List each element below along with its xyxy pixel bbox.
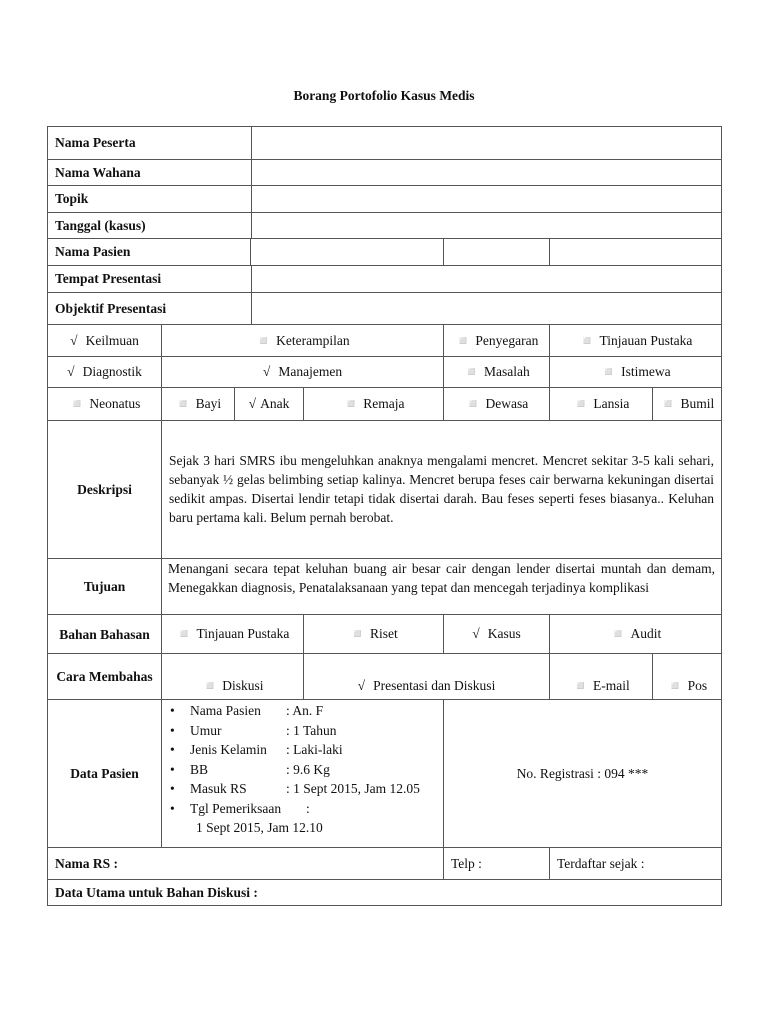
deskripsi-text[interactable]: Sejak 3 hari SMRS ibu mengeluhkan anaknya mengalami mencret. Mencret sekitar 3-5 kali sehari, sebanyak ½ gelas belimbing setiap kalinya. Mencret berupa feses cair berwarna kekuningan disertai sedikit ampas. Disertai lendir tetapi tidak disertai darah. Bau feses seperti feses biasanya.. Keluhan baru pertama kali. Belum pernah berobat. <box>161 420 722 558</box>
option-anak[interactable] <box>234 387 303 420</box>
check-mark-icon: √ <box>67 364 75 379</box>
bullet-icon: • <box>170 703 175 718</box>
label-nama-wahana: Nama Wahana <box>47 159 251 185</box>
list-item <box>170 740 443 760</box>
bullet-icon: • <box>170 800 175 816</box>
no-registrasi: No. Registrasi : 094 *** <box>443 699 722 847</box>
field-nama-pasien-3[interactable] <box>549 238 722 265</box>
option-bahan-audit[interactable] <box>549 614 722 653</box>
item-key: Nama Pasien <box>190 703 261 718</box>
option-label: Pos <box>687 677 708 693</box>
option-masalah[interactable] <box>443 356 549 387</box>
field-terdaftar-sejak[interactable]: Terdaftar sejak : <box>549 847 722 879</box>
option-tinjauan-pustaka[interactable] <box>549 324 722 356</box>
item-value: : An. F <box>286 703 324 718</box>
label-data-utama[interactable]: Data Utama untuk Bahan Diskusi : <box>47 879 722 906</box>
checkbox-icon: ◽ <box>174 396 192 411</box>
option-cara-presentasi-diskusi[interactable] <box>303 653 549 699</box>
checkbox-icon: ◽ <box>201 677 219 693</box>
option-label: Presentasi dan Diskusi <box>373 677 496 693</box>
option-label: Penyegaran <box>475 332 539 348</box>
checkbox-icon: ◽ <box>463 364 481 379</box>
option-label: Riset <box>370 626 398 641</box>
field-topik[interactable] <box>251 185 722 212</box>
option-label: Diagnostik <box>82 364 142 379</box>
option-label: Neonatus <box>89 396 141 411</box>
item-key: Masuk RS <box>190 781 247 796</box>
list-item <box>170 779 443 799</box>
field-tanggal-kasus[interactable] <box>251 212 722 238</box>
option-diagnostik[interactable] <box>47 356 161 387</box>
option-bumil[interactable] <box>652 387 722 420</box>
tujuan-text[interactable]: Menangani secara tepat keluhan buang air besar cair dengan lender disertai muntah dan demam, Menegakkan diagnosis, Penatalaksanaan yang tepat dan mencegah terjadinya komplikasi <box>161 558 722 614</box>
option-label: Lansia <box>593 396 630 411</box>
item-key: Jenis Kelamin <box>190 742 267 757</box>
form-title: Borang Portofolio Kasus Medis <box>293 88 475 103</box>
item-key: BB <box>190 761 209 777</box>
option-lansia[interactable] <box>549 387 652 420</box>
field-nama-pasien-2[interactable] <box>443 238 549 265</box>
field-nama-wahana[interactable] <box>251 159 722 185</box>
option-label: Kasus <box>487 626 521 641</box>
field-telp[interactable]: Telp : <box>443 847 549 879</box>
checkbox-icon: ◽ <box>578 332 596 348</box>
option-label: Remaja <box>363 396 405 411</box>
option-keterampilan[interactable] <box>161 324 443 356</box>
option-cara-diskusi[interactable] <box>161 653 303 699</box>
option-label: Keilmuan <box>85 332 139 348</box>
bullet-icon: • <box>170 742 175 757</box>
option-remaja[interactable] <box>303 387 443 420</box>
label-nama-peserta: Nama Peserta <box>47 126 251 159</box>
option-label: Diskusi <box>222 677 264 693</box>
option-label: Anak <box>260 396 290 411</box>
checkbox-icon: ◽ <box>349 626 367 641</box>
item-key: Umur <box>190 722 222 738</box>
check-mark-icon: √ <box>472 626 480 641</box>
option-bahan-tinjauan-pustaka[interactable] <box>161 614 303 653</box>
option-istimewa[interactable] <box>549 356 722 387</box>
option-dewasa[interactable] <box>443 387 549 420</box>
bullet-icon: • <box>170 722 175 738</box>
label-nama-rs[interactable]: Nama RS : <box>47 847 443 879</box>
option-bahan-kasus[interactable] <box>443 614 549 653</box>
list-item <box>170 760 443 780</box>
option-cara-email[interactable] <box>549 653 652 699</box>
checkbox-icon: ◽ <box>175 626 193 641</box>
checkbox-icon: ◽ <box>609 626 627 641</box>
item-value: : <box>306 800 310 816</box>
option-label: Bayi <box>195 396 222 411</box>
option-keilmuan[interactable] <box>47 324 161 356</box>
option-label: Masalah <box>484 364 530 379</box>
option-label: Manajemen <box>278 364 343 379</box>
checkbox-icon: ◽ <box>454 332 472 348</box>
check-mark-icon: √ <box>248 396 257 411</box>
field-nama-pasien[interactable] <box>250 238 443 265</box>
checkbox-icon: ◽ <box>659 396 677 411</box>
item-key: Tgl Pemeriksaan <box>190 800 282 816</box>
option-label: Tinjauan Pustaka <box>599 332 693 348</box>
label-tujuan: Tujuan <box>47 558 161 614</box>
label-nama-pasien: Nama Pasien <box>47 238 250 265</box>
checkbox-icon: ◽ <box>464 396 482 411</box>
list-item <box>170 799 443 819</box>
field-nama-peserta[interactable] <box>251 126 722 159</box>
field-objektif-presentasi[interactable] <box>251 292 722 324</box>
option-manajemen[interactable] <box>161 356 443 387</box>
list-item <box>170 721 443 741</box>
option-penyegaran[interactable] <box>443 324 549 356</box>
option-bahan-riset[interactable] <box>303 614 443 653</box>
checkbox-icon: ◽ <box>572 396 590 411</box>
option-bayi[interactable] <box>161 387 234 420</box>
option-label: Audit <box>630 626 662 641</box>
option-label: Keterampilan <box>276 332 350 348</box>
checkbox-icon: ◽ <box>666 677 684 693</box>
checkbox-icon: ◽ <box>342 396 360 411</box>
item-value: : 1 Tahun <box>286 722 337 738</box>
option-label: E-mail <box>593 677 630 693</box>
item-value: : 9.6 Kg <box>286 761 330 777</box>
list-item-continuation: 1 Sept 2015, Jam 12.10 <box>196 820 323 835</box>
option-cara-pos[interactable] <box>652 653 722 699</box>
checkbox-icon: ◽ <box>572 677 590 693</box>
option-neonatus[interactable] <box>47 387 161 420</box>
bullet-icon: • <box>170 761 175 777</box>
check-mark-icon: √ <box>262 364 271 379</box>
label-cara-membahas: Cara Membahas <box>47 653 161 699</box>
label-deskripsi: Deskripsi <box>47 420 161 558</box>
checkbox-icon: ◽ <box>600 364 618 379</box>
item-value: : Laki-laki <box>286 742 343 757</box>
checkbox-icon: ◽ <box>255 332 273 348</box>
item-value: : 1 Sept 2015, Jam 12.05 <box>286 781 420 796</box>
option-label: Dewasa <box>485 396 529 411</box>
label-bahan-bahasan: Bahan Bahasan <box>47 614 161 653</box>
option-label: Istimewa <box>621 364 671 379</box>
label-objektif-presentasi: Objektif Presentasi <box>47 292 251 324</box>
option-label: Tinjauan Pustaka <box>196 626 290 641</box>
list-item <box>170 701 443 721</box>
label-tempat-presentasi: Tempat Presentasi <box>47 265 251 292</box>
field-tempat-presentasi[interactable] <box>251 265 722 292</box>
option-label: Bumil <box>680 396 715 411</box>
data-pasien-list <box>161 699 443 847</box>
check-mark-icon: √ <box>70 332 78 348</box>
label-topik: Topik <box>47 185 251 212</box>
check-mark-icon: √ <box>357 677 366 693</box>
label-tanggal-kasus: Tanggal (kasus) <box>47 212 251 238</box>
bullet-icon: • <box>170 781 175 796</box>
label-data-pasien: Data Pasien <box>47 699 161 847</box>
checkbox-icon: ◽ <box>68 396 86 411</box>
